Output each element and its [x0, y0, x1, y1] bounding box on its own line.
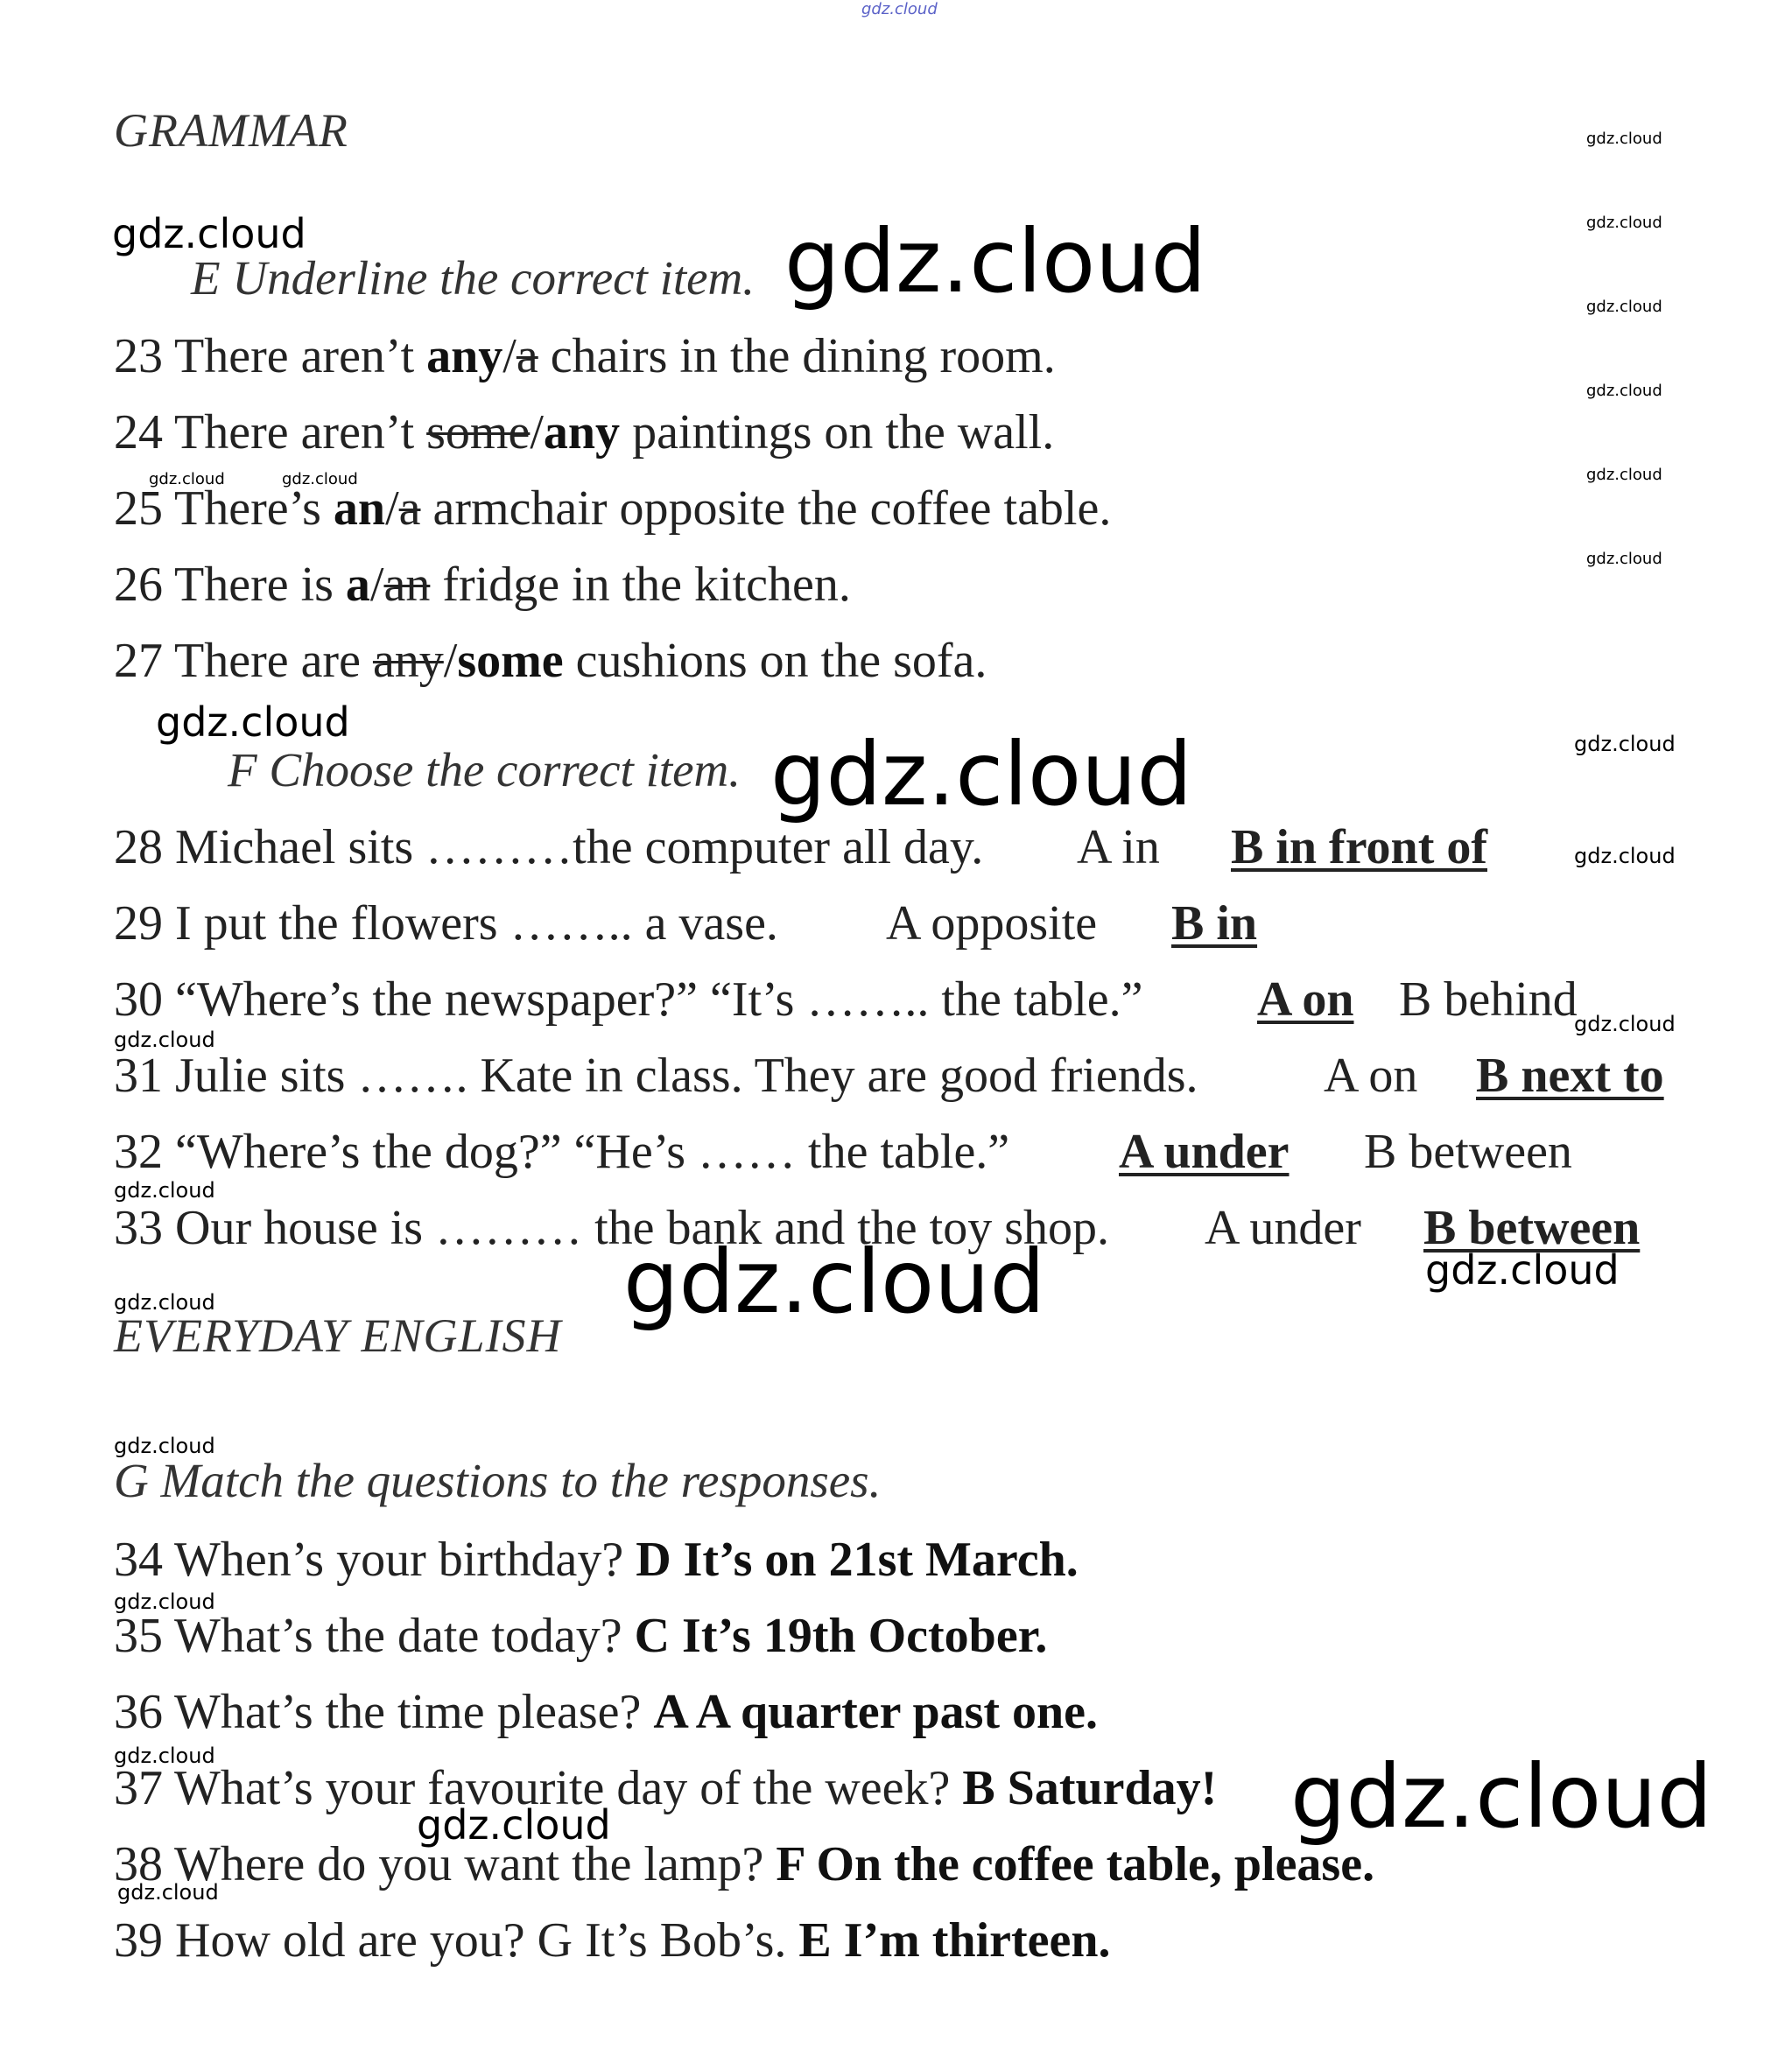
item-text-before: There are: [174, 634, 373, 688]
crossed-out-word: a: [398, 481, 421, 536]
item-number: 34: [114, 1533, 163, 1587]
item-text-after: fridge in the kitchen.: [430, 558, 851, 612]
exercise-item-25: [114, 481, 1111, 537]
item-text: Michael sits ………the computer all day.: [175, 820, 984, 874]
item-text-after: cushions on the sofa.: [563, 634, 987, 688]
item-number: 25: [114, 481, 163, 536]
matched-answer: F On the coffee table, please.: [776, 1837, 1375, 1891]
item-number: 28: [114, 820, 163, 874]
option-a-correct: A on: [1257, 972, 1354, 1027]
separator: /: [369, 558, 384, 612]
watermark: gdz.cloud: [1425, 1246, 1620, 1294]
watermark: gdz.cloud: [112, 210, 306, 257]
watermark: gdz.cloud: [417, 1801, 611, 1849]
watermark: gdz.cloud: [114, 1589, 215, 1614]
item-number: 38: [114, 1837, 163, 1891]
watermark: gdz.cloud: [1574, 844, 1676, 868]
item-number: 36: [114, 1685, 163, 1739]
item-number: 31: [114, 1049, 163, 1103]
item-number: 27: [114, 634, 163, 688]
separator: /: [443, 634, 458, 688]
item-text: “Where’s the newspaper?” “It’s …….. the table.”: [175, 972, 1143, 1027]
item-text: “Where’s the dog?” “He’s …… the table.”: [175, 1125, 1010, 1179]
watermark: gdz.cloud: [149, 470, 225, 488]
chosen-word: an: [333, 481, 386, 536]
item-text: Julie sits ……. Kate in class. They are good friends.: [175, 1049, 1198, 1103]
section-g-instruction: G Match the questions to the responses.: [114, 1454, 882, 1507]
exercise-item-31: [114, 1048, 1198, 1104]
match-item-36: [114, 1684, 1098, 1740]
option-a: A under: [1205, 1201, 1361, 1255]
item-number: 37: [114, 1761, 163, 1815]
watermark: gdz.cloud: [114, 1744, 215, 1768]
item-text-before: There’s: [174, 481, 334, 536]
item-number: 24: [114, 405, 163, 460]
separator: /: [385, 481, 399, 536]
chosen-word: a: [345, 558, 370, 612]
watermark: gdz.cloud: [282, 470, 358, 488]
item-text-before: There aren’t: [174, 329, 427, 383]
question-text: What’s the time please?: [174, 1685, 642, 1739]
watermark: gdz.cloud: [114, 1028, 215, 1052]
matched-answer: A A quarter past one.: [653, 1685, 1099, 1739]
item-number: 26: [114, 558, 163, 612]
watermark: gdz.cloud: [114, 1434, 215, 1458]
watermark: gdz.cloud: [1586, 466, 1662, 484]
matched-answer: B Saturday!: [962, 1761, 1218, 1815]
chosen-word: some: [457, 634, 564, 688]
separator: /: [530, 405, 544, 460]
section-e-instruction: E Underline the correct item.: [191, 251, 755, 305]
crossed-out-word: an: [383, 558, 431, 612]
item-text-after: armchair opposite the coffee table.: [420, 481, 1112, 536]
watermark: gdz.cloud: [1574, 1012, 1676, 1036]
exercise-item-30: [114, 972, 1143, 1028]
exercise-item-24: [114, 404, 1054, 460]
watermark: gdz.cloud: [156, 698, 350, 746]
item-number: 30: [114, 972, 163, 1027]
everyday-english-heading: EVERYDAY ENGLISH: [114, 1309, 562, 1362]
option-b: B behind: [1399, 972, 1578, 1027]
watermark: gdz.cloud: [1586, 298, 1662, 316]
matched-answer: C It’s 19th October.: [634, 1609, 1048, 1663]
watermark: gdz.cloud: [623, 1231, 1046, 1333]
option-b-correct: B next to: [1476, 1049, 1664, 1103]
watermark: gdz.cloud: [861, 0, 938, 18]
question-text: What’s the date today?: [174, 1609, 622, 1663]
option-b-correct: B in front of: [1231, 820, 1487, 874]
item-number: 39: [114, 1913, 163, 1968]
watermark: gdz.cloud: [1290, 1745, 1713, 1848]
option-b: B between: [1364, 1125, 1572, 1179]
item-text: Our house is ……… the bank and the toy shop.: [175, 1201, 1109, 1255]
item-text-after: paintings on the wall.: [620, 405, 1055, 460]
section-f-instruction: F Choose the correct item.: [228, 743, 741, 796]
item-number: 29: [114, 896, 163, 951]
match-item-37: [114, 1760, 1217, 1816]
item-text-before: There is: [174, 558, 346, 612]
question-text: When’s your birthday?: [174, 1533, 624, 1587]
watermark: gdz.cloud: [784, 210, 1207, 312]
match-item-39: [114, 1912, 1111, 1968]
match-item-38: [114, 1836, 1374, 1892]
crossed-out-word: some: [426, 405, 531, 460]
exercise-item-27: [114, 633, 987, 689]
matched-answer: E I’m thirteen.: [798, 1913, 1111, 1968]
watermark: gdz.cloud: [1586, 550, 1662, 568]
crossed-out-word: any: [372, 634, 444, 688]
distractor-text: G It’s Bob’s.: [524, 1913, 787, 1968]
chosen-word: any: [426, 329, 503, 383]
option-b-correct: B in: [1171, 896, 1258, 951]
watermark: gdz.cloud: [114, 1178, 215, 1203]
question-text: How old are you?: [175, 1913, 525, 1968]
option-a: A in: [1077, 820, 1160, 874]
watermark: gdz.cloud: [1586, 214, 1662, 232]
match-item-35: [114, 1608, 1047, 1664]
grammar-heading: GRAMMAR: [114, 104, 348, 157]
exercise-item-26: [114, 557, 851, 613]
watermark: gdz.cloud: [1574, 732, 1676, 756]
watermark: gdz.cloud: [1586, 382, 1662, 400]
exercise-item-29: [114, 895, 778, 951]
separator: /: [502, 329, 517, 383]
option-a: A on: [1324, 1049, 1418, 1103]
item-text-before: There aren’t: [174, 405, 427, 460]
watermark: gdz.cloud: [1586, 130, 1662, 148]
item-text: I put the flowers …….. a vase.: [175, 896, 778, 951]
option-a: A opposite: [886, 896, 1098, 951]
exercise-item-23: [114, 328, 1056, 384]
watermark: gdz.cloud: [117, 1880, 219, 1905]
matched-answer: D It’s on 21st March.: [636, 1533, 1079, 1587]
item-number: 35: [114, 1609, 163, 1663]
match-item-34: [114, 1532, 1079, 1588]
item-number: 33: [114, 1201, 163, 1255]
question-text: Where do you want the lamp?: [174, 1837, 764, 1891]
item-number: 32: [114, 1125, 163, 1179]
question-text: What’s your favourite day of the week?: [174, 1761, 951, 1815]
watermark: gdz.cloud: [770, 723, 1193, 825]
item-number: 23: [114, 329, 163, 383]
chosen-word: any: [543, 405, 621, 460]
option-a-correct: A under: [1119, 1125, 1290, 1179]
option-b-correct: B between: [1423, 1201, 1641, 1255]
exercise-item-28: [114, 819, 983, 875]
watermark: gdz.cloud: [114, 1290, 215, 1315]
exercise-item-32: [114, 1124, 1009, 1180]
item-text-after: chairs in the dining room.: [538, 329, 1056, 383]
crossed-out-word: a: [516, 329, 538, 383]
